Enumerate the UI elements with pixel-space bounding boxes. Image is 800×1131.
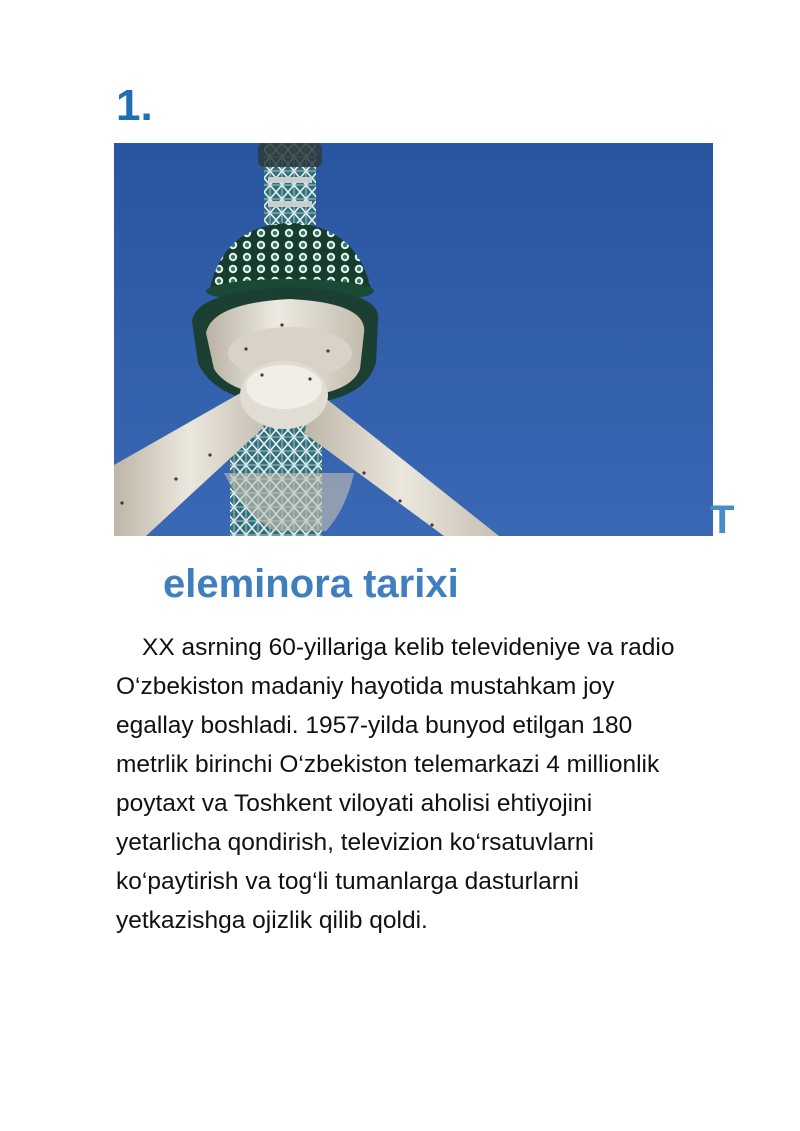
paragraph-line: egallay boshladi. 1957-yilda bunyod etilgan 180 — [116, 712, 633, 739]
paragraph-line: poytaxt va Toshkent viloyati aholisi ehtiyojini — [116, 790, 593, 817]
paragraph-line: yetkazishga ojizlik qilib qoldi. — [116, 907, 428, 934]
body-paragraph — [116, 628, 736, 940]
paragraph-line: XX asrning 60-yillariga kelib televideniye va radio — [142, 634, 675, 661]
section-number: 1. — [116, 81, 153, 130]
paragraph-line: ko‘paytirish va tog‘li tumanlarga dasturlarni — [116, 868, 579, 895]
paragraph-line: metrlik birinchi O‘zbekiston telemarkazi 4 millionlik — [116, 751, 660, 778]
section-heading: eleminora tarixi — [163, 562, 459, 606]
tv-tower-photo — [114, 143, 713, 536]
paragraph-line: O‘zbekiston madaniy hayotida mustahkam joy — [116, 673, 615, 700]
paragraph-line: yetarlicha qondirish, televizion ko‘rsatuvlarni — [116, 829, 594, 856]
heading-first-letter: T — [710, 498, 735, 542]
